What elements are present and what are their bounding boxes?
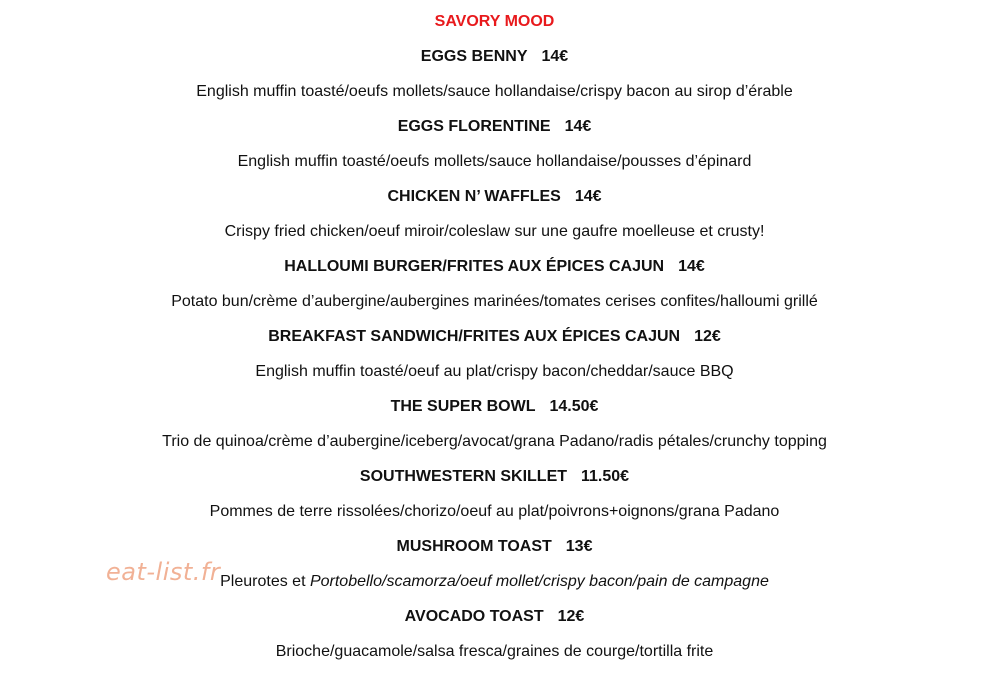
item-name-row <box>0 396 989 418</box>
item-name: THE SUPER BOWL <box>390 398 536 415</box>
item-description: Brioche/guacamole/salsa fresca/graines de courge/tortilla frite <box>275 643 714 660</box>
item-name-row <box>0 186 989 208</box>
watermark: eat-list.fr <box>106 558 221 586</box>
item-description: English muffin toasté/oeufs mollets/sauce hollandaise/crispy bacon au sirop d’érable <box>196 83 793 100</box>
menu-item <box>0 396 989 466</box>
item-description-prefix: Pleurotes et <box>220 573 310 590</box>
menu-item <box>0 256 989 326</box>
menu-item <box>0 466 989 536</box>
menu-item <box>0 606 989 676</box>
item-price: 14€ <box>574 188 602 205</box>
item-price: 13€ <box>565 538 593 555</box>
menu-list <box>0 46 989 676</box>
item-price: 14€ <box>564 118 592 135</box>
item-description: Crispy fried chicken/oeuf miroir/coleslaw sur une gaufre moelleuse et crusty! <box>224 223 765 240</box>
section-title: SAVORY MOOD <box>434 13 555 30</box>
item-price: 14.50€ <box>549 398 599 415</box>
item-description <box>0 571 989 593</box>
item-name-row <box>0 536 989 558</box>
item-name-row <box>0 256 989 278</box>
item-name-row <box>0 606 989 628</box>
item-description-italic: Portobello/scamorza/oeuf mollet/crispy bacon/pain de campagne <box>309 573 769 590</box>
item-description: Pommes de terre rissolées/chorizo/oeuf au plat/poivrons+oignons/grana Padano <box>209 503 780 520</box>
item-name-row <box>0 466 989 488</box>
menu-item <box>0 326 989 396</box>
item-description: Trio de quinoa/crème d’aubergine/iceberg/avocat/grana Padano/radis pétales/crunchy topping <box>162 433 827 450</box>
item-name-row <box>0 326 989 348</box>
item-name: AVOCADO TOAST <box>404 608 544 625</box>
menu-item <box>0 186 989 256</box>
item-price: 14€ <box>541 48 569 65</box>
menu-item <box>0 536 989 606</box>
item-name: BREAKFAST SANDWICH/FRITES AUX ÉPICES CAJUN <box>268 328 681 345</box>
item-description: English muffin toasté/oeuf au plat/crispy bacon/cheddar/sauce BBQ <box>255 363 734 380</box>
item-name-row <box>0 116 989 138</box>
item-name: EGGS BENNY <box>420 48 528 65</box>
item-description: English muffin toasté/oeufs mollets/sauce hollandaise/pousses d’épinard <box>237 153 752 170</box>
item-price: 14€ <box>678 258 705 275</box>
item-name: MUSHROOM TOAST <box>396 538 552 555</box>
menu-item <box>0 46 989 116</box>
menu-item <box>0 116 989 186</box>
item-price: 11.50€ <box>581 468 630 485</box>
item-name-row <box>0 46 989 68</box>
item-description: Potato bun/crème d’aubergine/aubergines marinées/tomates cerises confites/halloumi grillé <box>171 293 818 310</box>
item-name: CHICKEN N’ WAFFLES <box>387 188 561 205</box>
item-price: 12€ <box>694 328 721 345</box>
item-price: 12€ <box>557 608 585 625</box>
item-name: SOUTHWESTERN SKILLET <box>359 468 568 485</box>
item-name: HALLOUMI BURGER/FRITES AUX ÉPICES CAJUN <box>284 258 665 275</box>
item-name: EGGS FLORENTINE <box>397 118 551 135</box>
